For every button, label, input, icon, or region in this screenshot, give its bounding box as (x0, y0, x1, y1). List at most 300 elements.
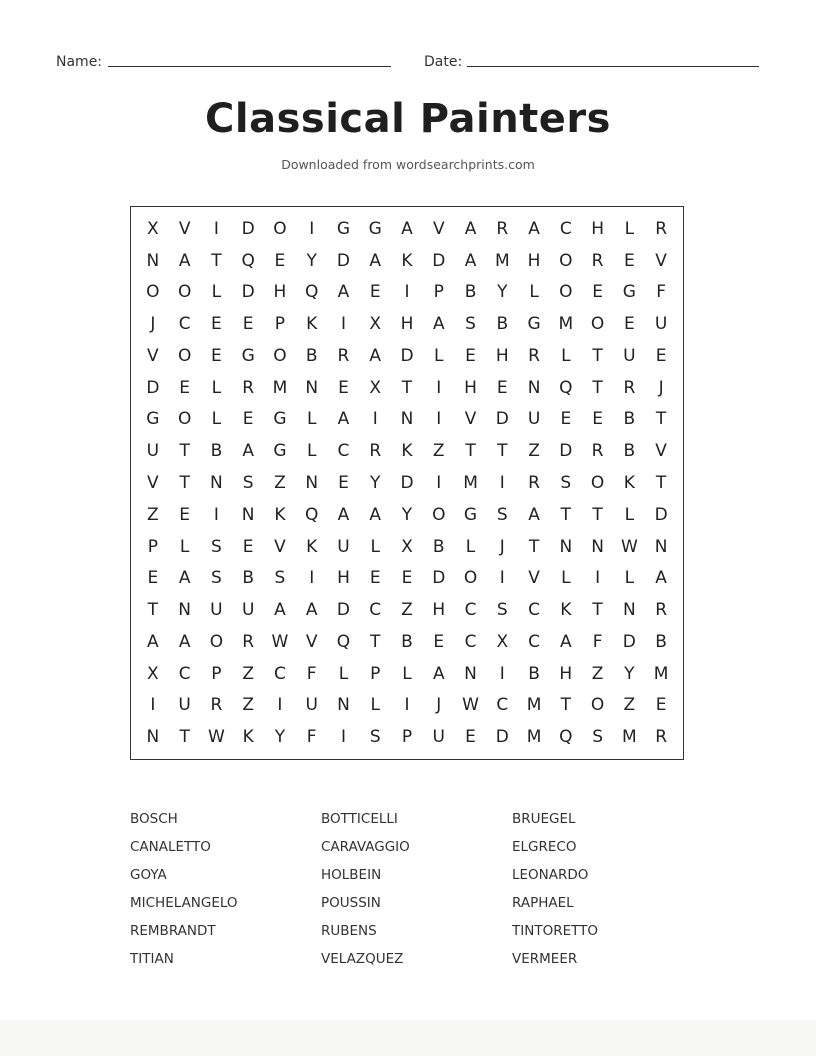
grid-letter: U (337, 536, 350, 557)
grid-letter: A (369, 345, 382, 366)
word-list-item: HOLBEIN (321, 867, 382, 883)
grid-letter: U (178, 695, 191, 716)
grid-letter: H (559, 663, 573, 684)
grid-letter: J (436, 695, 442, 716)
grid-letter: L (434, 345, 444, 366)
grid-letter: L (211, 409, 222, 430)
grid-letter: I (150, 695, 156, 716)
grid-letter: E (623, 314, 635, 335)
grid-letter: N (559, 536, 573, 557)
grid-letter: Z (242, 663, 254, 684)
grid-letter: K (274, 504, 286, 525)
grid-letter: H (495, 345, 509, 366)
grid-letter: T (528, 536, 540, 557)
grid-letter: Z (274, 472, 286, 493)
grid-letter: N (146, 250, 160, 271)
grid-letter: C (337, 441, 350, 462)
grid-letter: T (592, 377, 603, 398)
grid-letter: D (241, 218, 255, 239)
grid-letter: M (526, 727, 542, 748)
word-list-item: GOYA (130, 867, 167, 883)
word-list-item: CARAVAGGIO (321, 839, 410, 855)
grid-letter: Z (401, 600, 413, 621)
grid-letter: R (242, 377, 255, 398)
grid-letter: U (241, 600, 255, 621)
grid-letter: K (623, 472, 635, 493)
grid-letter: A (242, 441, 254, 462)
grid-letter: E (147, 568, 159, 589)
grid-letter: C (178, 663, 191, 684)
grid-letter: R (496, 218, 509, 239)
grid-letter: E (338, 472, 349, 493)
grid-letter: F (306, 663, 317, 684)
grid-letter: C (528, 600, 540, 621)
grid-letter: C (178, 314, 191, 335)
grid-letter: A (369, 250, 382, 271)
grid-letter: I (404, 695, 410, 716)
grid-letter: C (464, 600, 477, 621)
grid-letter: I (499, 472, 505, 493)
grid-letter: E (338, 377, 349, 398)
grid-letter: I (309, 568, 315, 589)
grid-letter: E (242, 536, 254, 557)
grid-letter: L (624, 218, 635, 239)
grid-letter: N (622, 600, 636, 621)
grid-letter: O (177, 345, 192, 366)
name-line (108, 66, 391, 67)
grid-letter: Y (497, 282, 508, 303)
grid-letter: L (529, 282, 539, 303)
grid-letter: V (655, 441, 667, 462)
source-note: Downloaded from wordsearchprints.com (281, 157, 535, 172)
grid-letter: F (592, 631, 603, 652)
grid-letter: A (274, 600, 286, 621)
grid-letter: T (370, 631, 381, 652)
grid-letter: N (146, 727, 160, 748)
grid-letter: M (558, 314, 574, 335)
grid-letter: C (496, 695, 509, 716)
grid-letter: B (432, 536, 445, 557)
grid-letter: R (623, 377, 636, 398)
grid-letter: H (273, 282, 287, 303)
grid-letter: I (436, 409, 442, 430)
grid-letter: F (306, 727, 317, 748)
grid-letter: P (370, 663, 381, 684)
grid-letter: S (592, 727, 603, 748)
word-list-item: LEONARDO (512, 867, 589, 883)
grid-letter: X (496, 631, 509, 652)
grid-letter: L (465, 536, 476, 557)
grid-letter: K (560, 600, 572, 621)
word-list-item: POUSSIN (321, 895, 381, 911)
grid-letter: V (274, 536, 286, 557)
grid-letter: B (210, 441, 223, 462)
word-list-item: REMBRANDT (130, 923, 216, 939)
grid-letter: E (592, 282, 603, 303)
grid-letter: E (179, 504, 190, 525)
grid-letter: W (207, 727, 225, 748)
grid-letter: M (463, 472, 478, 493)
grid-letter: D (432, 250, 446, 271)
grid-letter: R (591, 250, 604, 271)
grid-letter: G (368, 218, 382, 239)
grid-letter: A (337, 409, 350, 430)
grid-letter: Y (274, 727, 286, 748)
grid-letter: S (211, 536, 222, 557)
word-list (130, 810, 690, 978)
grid-letter: Q (241, 250, 255, 271)
grid-letter: E (592, 409, 603, 430)
grid-letter: G (336, 218, 351, 239)
grid-letter: C (273, 663, 286, 684)
grid-letter: P (147, 536, 158, 557)
grid-letter: S (211, 568, 222, 589)
grid-letter: B (623, 409, 636, 430)
word-list-item: RUBENS (321, 923, 377, 939)
grid-letter: Y (624, 663, 635, 684)
grid-letter: N (464, 663, 477, 684)
grid-letter: H (400, 314, 414, 335)
grid-letter: D (622, 631, 636, 652)
grid-letter: A (464, 250, 477, 271)
grid-letter: T (655, 409, 667, 430)
grid-letter: P (401, 727, 413, 748)
grid-letter: N (210, 472, 223, 493)
grid-letter: O (432, 504, 446, 525)
grid-letter: E (369, 568, 381, 589)
grid-letter: O (209, 631, 224, 652)
grid-letter: H (591, 218, 604, 239)
grid-letter: T (401, 377, 413, 398)
grid-letter: L (211, 377, 222, 398)
grid-letter: E (211, 314, 222, 335)
grid-letter: D (336, 600, 350, 621)
grid-letter: L (624, 504, 635, 525)
grid-letter: A (178, 631, 191, 652)
grid-letter: U (146, 441, 160, 462)
grid-letter: O (463, 568, 478, 589)
grid-letter: T (592, 600, 603, 621)
grid-letter: V (178, 218, 191, 239)
grid-letter: I (340, 727, 346, 748)
grid-letter: L (370, 695, 380, 716)
grid-letter: Q (305, 504, 319, 525)
grid-letter: X (369, 314, 382, 335)
grid-letter: J (658, 377, 664, 398)
word-list-item: TINTORETTO (512, 923, 598, 939)
grid-letter: B (528, 663, 540, 684)
grid-letter: D (559, 441, 573, 462)
grid-letter: B (242, 568, 254, 589)
grid-letter: A (464, 218, 477, 239)
grid-letter: A (528, 218, 540, 239)
grid-letter: T (497, 441, 508, 462)
grid-letter: A (560, 631, 572, 652)
grid-letter: B (655, 631, 667, 652)
grid-letter: N (337, 695, 350, 716)
grid-letter: I (499, 663, 505, 684)
grid-letter: J (499, 536, 505, 557)
grid-letter: P (433, 282, 444, 303)
grid-letter: B (305, 345, 318, 366)
grid-letter: Q (336, 631, 351, 652)
grid-letter: E (655, 345, 667, 366)
grid-letter: G (527, 314, 541, 335)
grid-letter: Z (147, 504, 159, 525)
grid-letter: H (464, 377, 477, 398)
grid-letter: R (369, 441, 382, 462)
grid-letter: Q (305, 282, 319, 303)
grid-letter: E (433, 631, 445, 652)
grid-letter: K (242, 727, 254, 748)
grid-letter: D (654, 504, 668, 525)
grid-letter: I (340, 314, 346, 335)
grid-letter: V (305, 631, 318, 652)
grid-letter: S (560, 472, 572, 493)
grid-letter: L (561, 345, 571, 366)
grid-letter: G (146, 409, 160, 430)
date-line (467, 66, 759, 67)
grid-letter: E (560, 409, 572, 430)
grid-letter: T (179, 441, 190, 462)
grid-letter: T (592, 345, 603, 366)
grid-letter: E (369, 282, 381, 303)
grid-letter: M (622, 727, 637, 748)
grid-letter: I (277, 695, 283, 716)
grid-letter: A (369, 504, 382, 525)
grid-letter: O (177, 282, 192, 303)
grid-letter: N (527, 377, 541, 398)
grid-letter: L (561, 568, 571, 589)
grid-letter: A (337, 282, 350, 303)
grid-letter: R (242, 631, 255, 652)
grid-letter: R (528, 472, 540, 493)
grid-letter: R (210, 695, 223, 716)
grid-letter: A (401, 218, 413, 239)
grid-letter: S (274, 568, 286, 589)
grid-letter: I (499, 568, 505, 589)
grid-letter: G (622, 282, 636, 303)
grid-letter: T (211, 250, 222, 271)
grid-letter: Z (432, 441, 445, 462)
grid-letter: I (213, 504, 219, 525)
page-title: Classical Painters (205, 96, 611, 142)
word-list-item: TITIAN (130, 951, 174, 967)
word-list-item: BOSCH (130, 811, 178, 827)
word-search-grid (130, 206, 684, 760)
grid-letter: T (465, 441, 476, 462)
grid-letter: A (337, 504, 350, 525)
grid-letter: J (150, 314, 156, 335)
grid-letter: O (273, 345, 287, 366)
grid-letter: G (273, 441, 287, 462)
grid-letter: L (370, 536, 380, 557)
grid-letter: O (559, 250, 573, 271)
grid-letter: A (655, 568, 667, 589)
grid-letter: G (241, 345, 255, 366)
grid-letter: D (495, 409, 509, 430)
grid-letter: L (402, 663, 412, 684)
grid-letter: S (465, 314, 476, 335)
grid-letter: F (656, 282, 666, 303)
word-list-item: VERMEER (512, 951, 578, 967)
grid-letter: I (595, 568, 601, 589)
grid-letter: N (305, 472, 319, 493)
grid-letter: K (401, 250, 413, 271)
grid-letter: M (653, 663, 669, 684)
grid-letter: I (436, 377, 442, 398)
grid-letter: K (401, 441, 413, 462)
grid-letter: I (213, 218, 219, 239)
word-list-item: MICHELANGELO (130, 895, 238, 911)
grid-letter: D (146, 377, 160, 398)
grid-letter: Z (623, 695, 636, 716)
grid-letter: H (432, 600, 446, 621)
grid-letter: K (306, 536, 318, 557)
grid-letter: K (306, 314, 318, 335)
grid-letter: L (306, 409, 317, 430)
grid-letter: I (404, 282, 410, 303)
grid-letter: Q (559, 377, 573, 398)
grid-letter: E (401, 568, 413, 589)
grid-letter: I (372, 409, 378, 430)
grid-letter: P (274, 314, 286, 335)
grid-letter: R (655, 727, 668, 748)
grid-letter: B (496, 314, 509, 335)
name-label: Name: (56, 54, 103, 70)
grid-letter: E (465, 345, 476, 366)
grid-letter: D (400, 345, 414, 366)
word-list-item: RAPHAEL (512, 895, 574, 911)
grid-letter: V (147, 345, 159, 366)
grid-letter: V (432, 218, 445, 239)
grid-letter: O (559, 282, 573, 303)
grid-letter: E (211, 345, 222, 366)
grid-letter: D (336, 250, 350, 271)
word-list-item: BOTTICELLI (321, 811, 398, 827)
grid-letter: E (655, 695, 667, 716)
date-label: Date: (424, 54, 463, 70)
grid-letter: V (464, 409, 477, 430)
grid-letter: A (432, 663, 445, 684)
grid-letter: S (496, 504, 508, 525)
grid-letter: G (273, 409, 287, 430)
grid-letter: N (654, 536, 668, 557)
grid-letter: A (178, 568, 191, 589)
grid-letter: E (496, 377, 508, 398)
grid-letter: W (271, 631, 289, 652)
grid-letter: L (306, 441, 317, 462)
grid-letter: T (655, 472, 667, 493)
grid-letter: C (369, 600, 382, 621)
grid-letter: I (436, 472, 442, 493)
grid-letter: E (274, 250, 286, 271)
grid-letter: T (179, 472, 190, 493)
grid-letter: G (463, 504, 478, 525)
grid-letter: N (305, 377, 319, 398)
grid-letter: L (179, 536, 190, 557)
word-list-item: CANALETTO (130, 839, 211, 855)
grid-letter: Q (559, 727, 573, 748)
grid-letter: H (337, 568, 350, 589)
grid-letter: X (369, 377, 382, 398)
grid-letter: N (400, 409, 414, 430)
grid-letter: T (560, 504, 572, 525)
grid-letter: U (210, 600, 223, 621)
grid-letter: Y (401, 504, 413, 525)
grid-letter: M (526, 695, 542, 716)
grid-letter: N (178, 600, 191, 621)
grid-letter: W (462, 695, 479, 716)
footer-band (0, 1020, 816, 1056)
grid-letter: U (623, 345, 636, 366)
grid-letter: S (242, 472, 254, 493)
grid-letter: C (559, 218, 572, 239)
grid-letter: A (147, 631, 159, 652)
grid-letter: U (432, 727, 445, 748)
grid-letter: A (528, 504, 540, 525)
grid-letter: S (369, 727, 381, 748)
grid-letter: X (401, 536, 413, 557)
grid-letter: N (591, 536, 604, 557)
grid-letter: O (590, 314, 605, 335)
word-list-item: VELAZQUEZ (321, 951, 404, 967)
grid-letter: B (401, 631, 413, 652)
grid-letter: R (655, 600, 668, 621)
grid-letter: U (305, 695, 318, 716)
grid-letter: Z (242, 695, 254, 716)
grid-letter: A (178, 250, 191, 271)
grid-letter: C (528, 631, 540, 652)
grid-letter: E (465, 727, 476, 748)
grid-letter: L (624, 568, 635, 589)
grid-letter: T (592, 504, 603, 525)
grid-letter: O (177, 409, 192, 430)
grid-letter: V (655, 250, 667, 271)
grid-letter: X (147, 218, 159, 239)
grid-letter: O (146, 282, 160, 303)
grid-letter: T (560, 695, 572, 716)
grid-letter: Y (370, 472, 381, 493)
grid-letter: P (211, 663, 222, 684)
grid-letter: A (432, 314, 445, 335)
grid-letter: W (620, 536, 638, 557)
grid-letter: E (623, 250, 635, 271)
grid-letter: X (147, 663, 159, 684)
grid-letter: E (242, 314, 254, 335)
grid-letter: E (179, 377, 190, 398)
grid-letter: Y (306, 250, 317, 271)
grid-letter: B (464, 282, 477, 303)
grid-letter: R (528, 345, 540, 366)
grid-letter: R (337, 345, 350, 366)
grid-letter: M (272, 377, 288, 398)
grid-letter: O (273, 218, 287, 239)
grid-letter: T (147, 600, 159, 621)
grid-letter: A (305, 600, 318, 621)
grid-letter: B (623, 441, 636, 462)
grid-letter: N (241, 504, 255, 525)
grid-letter: T (179, 727, 190, 748)
grid-letter: D (241, 282, 255, 303)
grid-letter: S (496, 600, 508, 621)
grid-letter: M (494, 250, 510, 271)
grid-letter: I (309, 218, 315, 239)
grid-letter: Z (591, 663, 604, 684)
grid-letter: D (400, 472, 414, 493)
grid-letter: U (527, 409, 541, 430)
grid-letter: L (338, 663, 349, 684)
